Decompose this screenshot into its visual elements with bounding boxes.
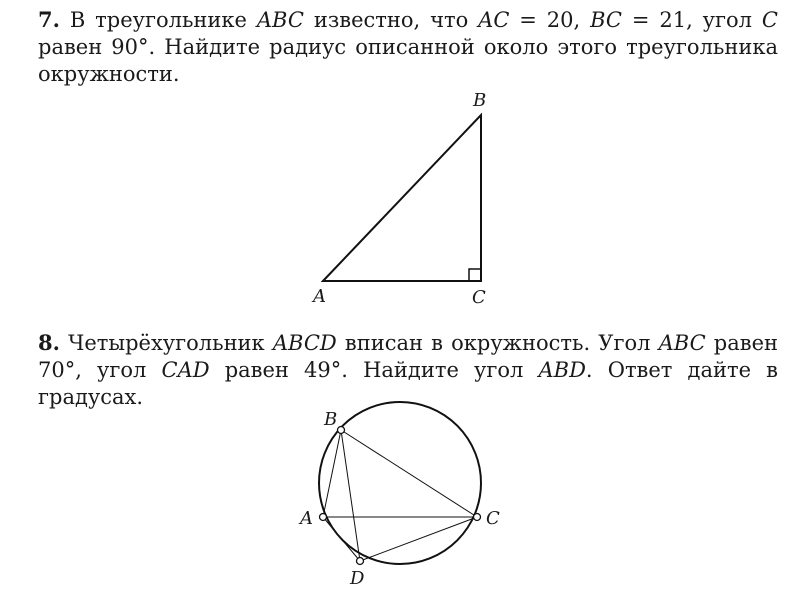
triangle-figure (311, 90, 486, 308)
circle-figure (298, 402, 500, 589)
problem-7-number: 7. (38, 7, 60, 32)
problem-7-text: 7. В треугольнике ABC известно, что AC = 20, BC = 21, угол C равен 90°. Найдите радиус описанной около этого треугольника окружности. (38, 7, 778, 86)
circle-label-b: B (324, 409, 338, 430)
triangle-label-a: A (313, 286, 326, 307)
problem-8-number: 8. (38, 330, 60, 355)
right-angle-mark (469, 269, 481, 281)
point-b (338, 427, 345, 434)
point-a (320, 514, 327, 521)
segment-bc (341, 430, 477, 517)
circle-label-c: C (486, 508, 500, 529)
triangle-abc (323, 115, 481, 281)
circle-label-a: A (300, 508, 313, 529)
problem-8-text: 8. Четырёхугольник ABCD вписан в окружность. Угол ABC равен 70°, угол CAD равен 49°. Найдите угол ABD. Ответ дайте в градусах. (38, 330, 779, 409)
triangle-label-c: C (472, 287, 486, 308)
circumcircle (319, 402, 481, 564)
segment-ba (323, 430, 341, 517)
circle-label-d: D (350, 568, 365, 589)
point-d (357, 558, 364, 565)
point-c (474, 514, 481, 521)
triangle-label-b: B (473, 90, 487, 111)
